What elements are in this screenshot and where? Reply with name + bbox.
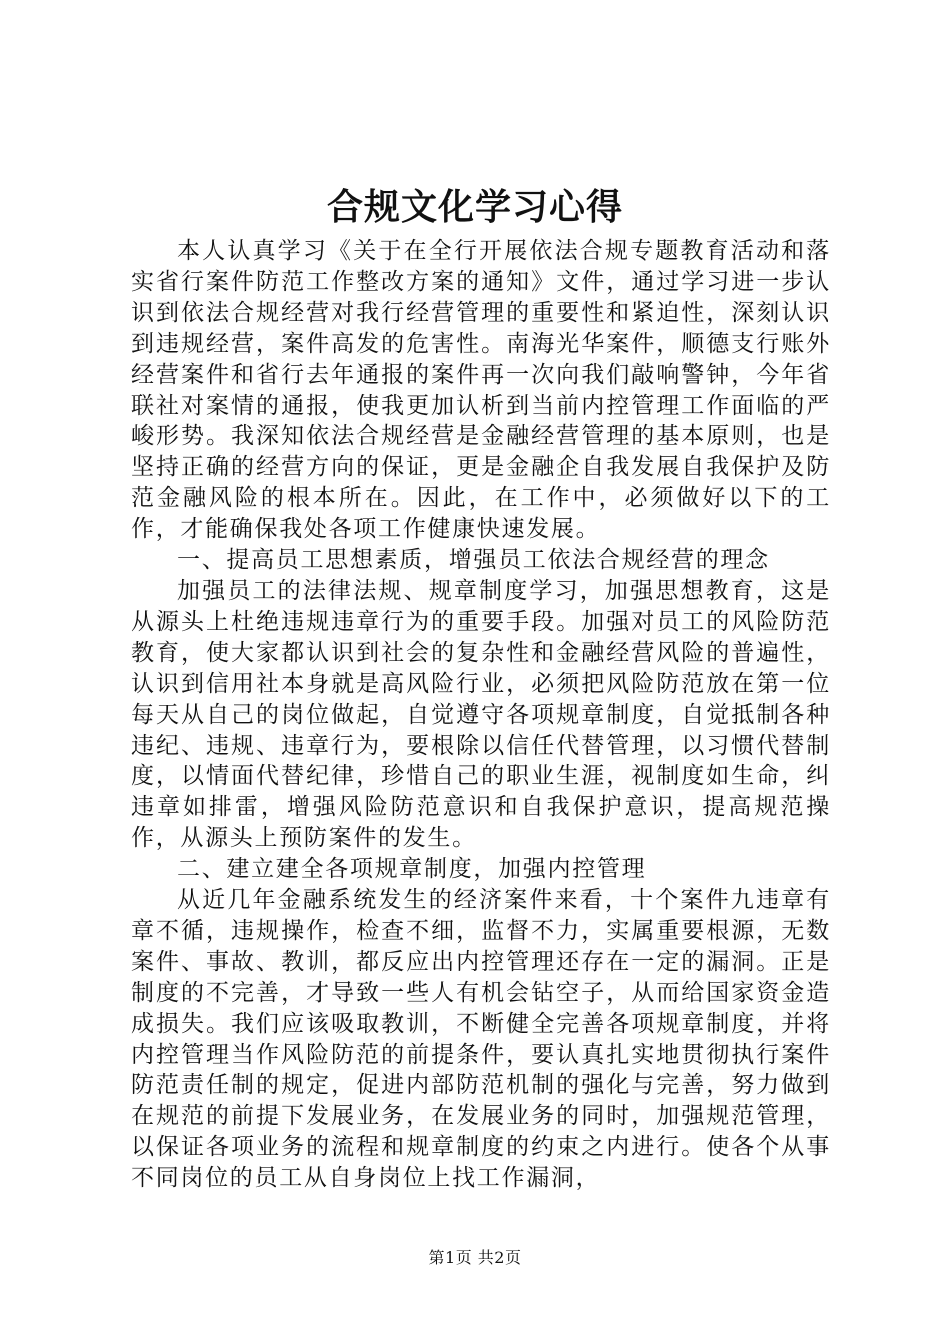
document-title: 合规文化学习心得 [326, 186, 623, 228]
document-body [131, 236, 831, 1194]
paragraph-section-1: 加强员工的法律法规、规章制度学习，加强思想教育，这是从源头上杜绝违规违章行为的重要手段。加强对员工的风险防范教育，使大家都认识到社会的复杂性和金融经营风险的普遍性，认识到信用社本身就是高风险行业，必须把风险防范放在第一位每天从自己的岗位做起，自觉遵守各项规章制度，自觉抵制各种违纪、违规、违章行为，要根除以信任代替管理，以习惯代替制度，以情面代替纪律，珍惜自己的职业生涯，视制度如生命，纠违章如排雷，增强风险防范意识和自我保护意识，提高规范操作，从源头上预防案件的发生。 [131, 577, 831, 852]
paragraph-intro: 本人认真学习《关于在全行开展依法合规专题教育活动和落实省行案件防范工作整改方案的通知》文件，通过学习进一步认识到依法合规经营对我行经营管理的重要性和紧迫性，深刻认识到违规经营，案件高发的危害性。南海光华案件，顺德支行账外经营案件和省行去年通报的案件再一次向我们敲响警钟，今年省联社对案情的通报，使我更加认析到当前内控管理工作面临的严峻形势。我深知依法合规经营是金融经营管理的基本原则，也是坚持正确的经营方向的保证，更是金融企自我发展自我保护及防范金融风险的根本所在。因此，在工作中，必须做好以下的工作，才能确保我处各项工作健康快速发展。 [131, 238, 831, 543]
paragraph-section-2: 从近几年金融系统发生的经济案件来看，十个案件九违章有章不循，违规操作，检查不细，监督不力，实属重要根源，无数案件、事故、教训，都反应出内控管理还存在一定的漏洞。正是制度的不完善，才导致一些人有机会钻空子，从而给国家资金造成损失。我们应该吸取教训，不断健全完善各项规章制度，并将内控管理当作风险防范的前提条件，要认真扎实地贯彻执行案件防范责任制的规定，促进内部防范机制的强化与完善，努力做到在规范的前提下发展业务，在发展业务的同时，加强规范管理，以保证各项业务的流程和规章制度的约束之内进行。使各个从事不同岗位的员工从自身岗位上找工作漏洞， [131, 887, 831, 1192]
section-heading-1: 一、提高员工思想素质，增强员工依法合规经营的理念 [177, 547, 770, 574]
page-footer: 第1页 共2页 [428, 1248, 522, 1267]
section-heading-2: 二、建立建全各项规章制度，加强内控管理 [177, 856, 647, 883]
